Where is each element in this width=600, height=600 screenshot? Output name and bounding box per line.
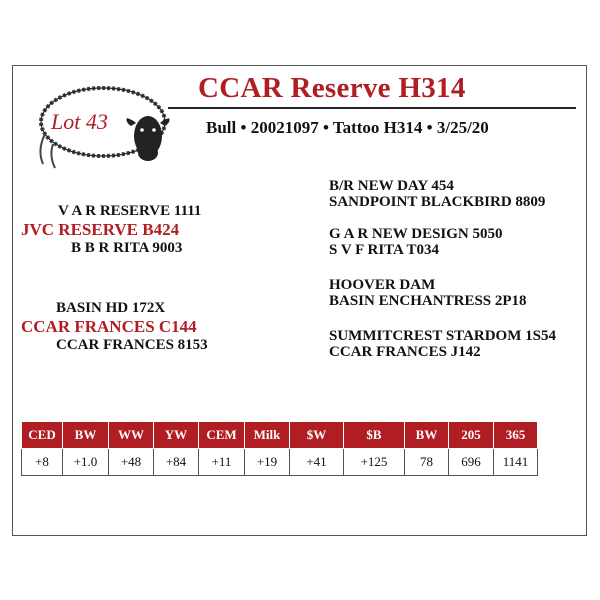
ggp-6: BASIN ENCHANTRESS 2P18 — [329, 293, 527, 309]
ggp-5: HOOVER DAM — [329, 277, 436, 293]
ggp-4: S V F RITA T034 — [329, 242, 440, 258]
epd-header-bw: BW — [63, 422, 109, 449]
epd-header-ww: WW — [109, 422, 154, 449]
epd-header-cem: CEM — [199, 422, 245, 449]
ggp-1: B/R NEW DAY 454 — [329, 178, 454, 194]
sire-dam: B B R RITA 9003 — [71, 240, 183, 256]
rope-logo-icon — [33, 78, 173, 173]
epd-value-cem: +11 — [199, 449, 245, 476]
epd-value-birth-weight: 78 — [405, 449, 449, 476]
epd-value-b-index: +125 — [344, 449, 405, 476]
ggp-2: SANDPOINT BLACKBIRD 8809 — [329, 194, 546, 210]
epd-header-b-index: $B — [344, 422, 405, 449]
dam-dam: CCAR FRANCES 8153 — [56, 337, 208, 353]
epd-header-w-index: $W — [290, 422, 344, 449]
epd-header-ced: CED — [22, 422, 63, 449]
epd-value-milk: +19 — [245, 449, 290, 476]
animal-subtitle: Bull • 20021097 • Tattoo H314 • 3/25/20 — [206, 118, 489, 137]
epd-value-205: 696 — [449, 449, 494, 476]
epd-value-yw: +84 — [154, 449, 199, 476]
sire: JVC RESERVE B424 — [21, 220, 180, 239]
epd-header-205: 205 — [449, 422, 494, 449]
epd-value-365: 1141 — [494, 449, 538, 476]
epd-header-milk: Milk — [245, 422, 290, 449]
epd-header-365: 365 — [494, 422, 538, 449]
epd-header-row — [22, 422, 538, 449]
ggp-8: CCAR FRANCES J142 — [329, 344, 481, 360]
dam-sire: BASIN HD 172X — [56, 300, 166, 316]
epd-header-birth-weight: BW — [405, 422, 449, 449]
dam: CCAR FRANCES C144 — [21, 317, 197, 336]
epd-header-yw: YW — [154, 422, 199, 449]
epd-value-w-index: +41 — [290, 449, 344, 476]
animal-name: CCAR Reserve H314 — [198, 72, 466, 104]
epd-value-bw: +1.0 — [63, 449, 109, 476]
ggp-7: SUMMITCREST STARDOM 1S54 — [329, 328, 556, 344]
epd-value-ww: +48 — [109, 449, 154, 476]
lot-card — [12, 65, 587, 536]
ggp-3: G A R NEW DESIGN 5050 — [329, 226, 503, 242]
title-divider — [168, 107, 576, 109]
epd-value-ced: +8 — [22, 449, 63, 476]
epd-table — [21, 421, 538, 476]
lot-label: Lot 43 — [51, 109, 108, 134]
epd-value-row — [22, 449, 538, 476]
sire-sire: V A R RESERVE 1111 — [58, 203, 202, 219]
